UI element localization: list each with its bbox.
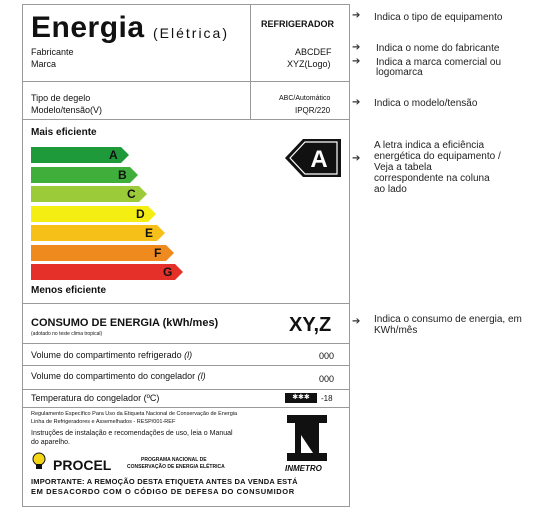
- inmetro-label: INMETRO: [285, 464, 322, 473]
- annotation-cons-line1: Indica o consumo de energia, em: [374, 314, 522, 325]
- annotation-eff-line5: ao lado: [374, 184, 407, 195]
- rating-letter: A: [310, 146, 328, 173]
- brand-label: Marca: [31, 59, 57, 69]
- efficiency-bar-d: [31, 206, 156, 222]
- freezer-temp-label: Temperatura do congelador (ºC): [31, 393, 160, 403]
- most-efficient-label: Mais eficiente: [31, 127, 97, 138]
- header-divider: [250, 5, 251, 119]
- model-label: Modelo/tensão(V): [31, 105, 103, 115]
- annotation-brand-line1: Indica a marca comercial ou: [376, 57, 502, 68]
- procel-program-line1: PROGRAMA NACIONAL DE: [141, 457, 207, 463]
- efficiency-bar-body: [31, 206, 148, 222]
- fridge-volume-label: [31, 350, 192, 360]
- fridge-volume-value: 000: [319, 351, 335, 361]
- model-value: IPQR/220: [295, 106, 331, 115]
- efficiency-bar-letter: C: [127, 187, 136, 201]
- efficiency-bar-body: [31, 245, 166, 261]
- efficiency-bar-g: [31, 264, 183, 280]
- header-separator: [23, 81, 349, 82]
- annotation-arrow-consumption: ➔: [352, 316, 361, 327]
- instructions-line2: do aparelho.: [31, 439, 70, 446]
- fridge-volume-unit: (l): [184, 350, 193, 360]
- efficiency-bar-c: [31, 186, 147, 202]
- consumption-separator: [23, 343, 349, 344]
- efficiency-separator: [23, 303, 349, 304]
- efficiency-bar-tip: [121, 147, 129, 163]
- annotation-cons-line2: KWh/mês: [374, 325, 418, 336]
- manufacturer-label: Fabricante: [31, 47, 74, 57]
- freezer-separator: [23, 389, 349, 390]
- efficiency-bar-letter: A: [109, 148, 118, 162]
- efficiency-bar-body: [31, 167, 130, 183]
- efficiency-bar-body: [31, 186, 139, 202]
- defrost-label: Tipo de degelo: [31, 93, 91, 103]
- freezer-volume-text: Volume do compartimento do congelador: [31, 371, 196, 381]
- procel-logo-text: PROCEL: [53, 457, 112, 473]
- least-efficient-label: Menos eficiente: [31, 285, 107, 296]
- efficiency-bar-tip: [166, 245, 174, 261]
- annotation-arrow-manufacturer: ➔: [352, 42, 361, 53]
- freezer-volume-label: [31, 371, 206, 381]
- efficiency-bar-letter: D: [136, 206, 145, 221]
- procel-bulb-icon: [31, 452, 47, 472]
- equipment-type: REFRIGERADOR: [261, 19, 335, 29]
- label-title: Energia: [31, 11, 145, 44]
- efficiency-bar-tip: [157, 225, 165, 241]
- energy-label: [22, 4, 350, 507]
- efficiency-bar-letter: G: [163, 265, 173, 279]
- annotation-eff-line1: A letra indica a eficiência: [374, 140, 485, 151]
- efficiency-bar-tip: [139, 186, 147, 202]
- efficiency-bar-body: [31, 225, 157, 241]
- efficiency-bar-f: [31, 245, 174, 261]
- rating-arrow: [285, 139, 341, 177]
- label-subtitle: (Elétrica): [153, 25, 230, 41]
- instructions-line1: Instruções de instalação e recomendações de uso, leia o Manual: [31, 430, 233, 437]
- annotation-arrow-efficiency: ➔: [352, 153, 361, 164]
- freezer-volume-value: 000: [319, 374, 335, 384]
- efficiency-bar-letter: E: [145, 226, 154, 240]
- annotation-manufacturer: Indica o nome do fabricante: [376, 43, 500, 54]
- freezer-stars-badge: ✱✱✱: [285, 393, 317, 403]
- efficiency-bar-tip: [175, 264, 183, 280]
- temp-separator: [23, 407, 349, 408]
- brand-value: XYZ(Logo): [287, 59, 331, 69]
- efficiency-bar-a: [31, 147, 129, 163]
- manufacturer-value: ABCDEF: [295, 47, 332, 57]
- fridge-separator: [23, 365, 349, 366]
- inmetro-logo-icon: [287, 415, 327, 461]
- procel-program-line2: CONSERVAÇÃO DE ENERGIA ELÉTRICA: [127, 464, 225, 470]
- efficiency-bar-tip: [130, 167, 138, 183]
- warning-line2: EM DESACORDO COM O CÓDIGO DE DEFESA DO CONSUMIDOR: [31, 487, 295, 496]
- annotation-eff-line3: Veja a tabela: [374, 162, 432, 173]
- efficiency-bar-letter: B: [118, 167, 127, 182]
- regulation-line2: Linha de Refrigeradores e Assemelhados - RESP/001-REF: [31, 419, 176, 425]
- annotation-type: Indica o tipo de equipamento: [374, 12, 503, 23]
- freezer-volume-unit: (l): [197, 371, 206, 381]
- annotation-arrow-model: ➔: [352, 97, 361, 108]
- annotation-arrow-brand: ➔: [352, 56, 361, 67]
- efficiency-bar-tip: [148, 206, 156, 222]
- freezer-temp-value: -18: [321, 394, 333, 403]
- warning-line1: IMPORTANTE: A REMOÇÃO DESTA ETIQUETA ANTES DA VENDA ESTÁ: [31, 477, 298, 486]
- annotation-arrow-type: ➔: [352, 10, 361, 21]
- efficiency-bar-letter: F: [154, 245, 162, 260]
- defrost-value: ABC/Automático: [279, 95, 331, 102]
- fridge-volume-text: Volume do compartimento refrigerado: [31, 350, 182, 360]
- efficiency-bar-e: [31, 225, 165, 241]
- annotation-model: Indica o modelo/tensão: [374, 98, 478, 109]
- annotation-brand-line2: logomarca: [376, 67, 423, 78]
- regulation-line1: Regulamento Específico Para Uso da Etiqueta Nacional de Conservação de Energia: [31, 411, 238, 417]
- efficiency-bar-body: [31, 264, 175, 280]
- efficiency-bar-body: [31, 147, 121, 163]
- consumption-label: CONSUMO DE ENERGIA (kWh/mes): [31, 317, 219, 329]
- consumption-value: XY,Z: [289, 314, 332, 336]
- efficiency-bar-b: [31, 167, 138, 183]
- model-separator: [23, 119, 349, 120]
- annotation-eff-line4: correspondente na coluna: [374, 173, 490, 184]
- consumption-note: (adotado no teste clima tropical): [31, 331, 103, 337]
- annotation-eff-line2: energética do equipamento /: [374, 151, 501, 162]
